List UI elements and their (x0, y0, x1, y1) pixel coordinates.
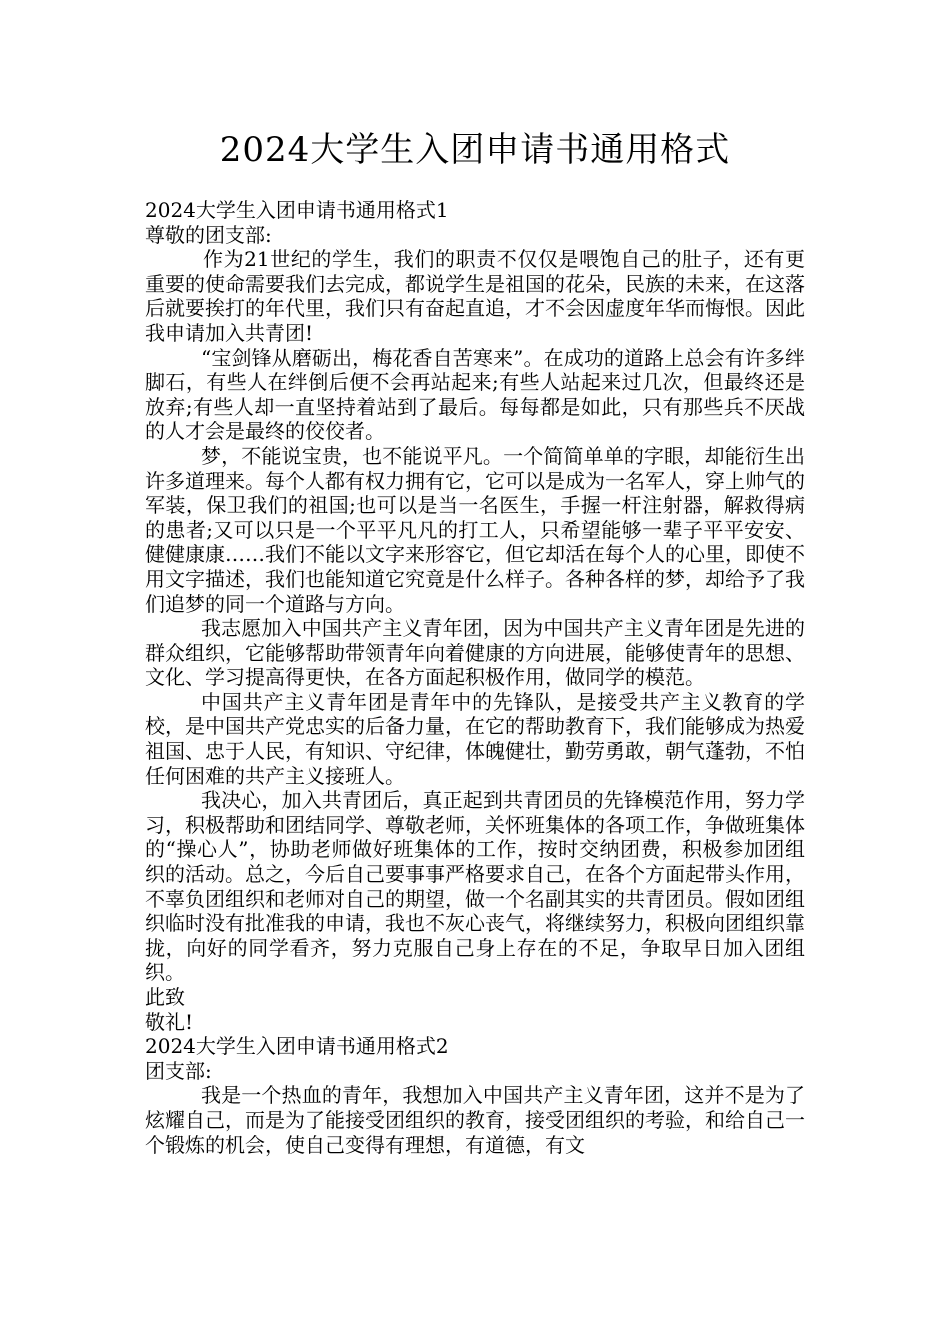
document-body (145, 198, 805, 1157)
section-1-heading: 2024大学生入团申请书通用格式1 (145, 198, 449, 222)
section-1-salutation: 尊敬的团支部: (145, 222, 272, 247)
section-1-paragraph: 梦，不能说宝贵，也不能说平凡。一个简简单单的字眼，却能衍生出许多道理来。每个人都有权力拥有它，它可以是成为一名军人，穿上帅气的军装，保卫我们的祖国;也可以是当一名医生，手握一杆注射器，解救得病的患者;又可以只是一个平平凡凡的打工人，只希望能够一辈子平平安安、健健康康……我们不能以文字来形容它，但它却活在每个人的心里，即使不用文字描述，我们也能知道它究竟是什么样子。各种各样的梦，却给予了我们追梦的同一个道路与方向。 (145, 443, 805, 616)
section-2-paragraph: 我是一个热血的青年，我想加入中国共产主义青年团，这并不是为了炫耀自己，而是为了能接受团组织的教育，接受团组织的考验，和给自己一个锻炼的机会，使自己变得有理想，有道德，有文 (145, 1083, 805, 1157)
section-1-paragraph: 中国共产主义青年团是青年中的先锋队，是接受共产主义教育的学校，是中国共产党忠实的后备力量，在它的帮助教育下，我们能够成为热爱祖国、忠于人民，有知识、守纪律，体魄健壮，勤劳勇敢，朝气蓬勃，不怕任何困难的共产主义接班人。 (145, 689, 805, 788)
section-1-regards: 敬礼! (145, 1009, 194, 1034)
section-1-closing: 此致 (145, 985, 185, 1009)
document-title: 2024大学生入团申请书通用格式 (219, 130, 731, 170)
section-2-salutation: 团支部: (145, 1058, 212, 1083)
section-1-paragraph: 我决心，加入共青团后，真正起到共青团员的先锋模范作用，努力学习，积极帮助和团结同学、尊敬老师，关怀班集体的各项工作，争做班集体的“操心人”，协助老师做好班集体的工作，按时交纳团费，积极参加团组织的活动。总之，今后自己要事事严格要求自己，在各个方面起带头作用，不辜负团组织和老师对自己的期望，做一个名副其实的共青团员。假如团组织临时没有批准我的申请，我也不灰心丧气，将继续努力，积极向团组织靠拢，向好的同学看齐，努力克服自己身上存在的不足，争取早日加入团组织。 (145, 788, 805, 985)
section-1-paragraph: 作为21世纪的学生，我们的职责不仅仅是喂饱自己的肚子，还有更重要的使命需要我们去完成，都说学生是祖国的花朵，民族的未来，在这落后就要挨打的年代里，我们只有奋起直追，才不会因虚度年华而悔恨。因此我申请加入共青团! (145, 247, 805, 345)
section-1-paragraph: 我志愿加入中国共产主义青年团，因为中国共产主义青年团是先进的群众组织，它能够帮助带领青年向着健康的方向进展，能够使青年的思想、文化、学习提高得更快，在各方面起积极作用，做同学的模范。 (145, 616, 805, 690)
section-1-paragraph: “宝剑锋从磨砺出，梅花香自苦寒来”。在成功的道路上总会有许多绊脚石，有些人在绊倒后便不会再站起来;有些人站起来过几次，但最终还是放弃;有些人却一直坚持着站到了最后。每每都是如此，只有那些兵不厌战的人才会是最终的佼佼者。 (145, 345, 805, 444)
section-2-heading: 2024大学生入团申请书通用格式2 (145, 1034, 449, 1059)
